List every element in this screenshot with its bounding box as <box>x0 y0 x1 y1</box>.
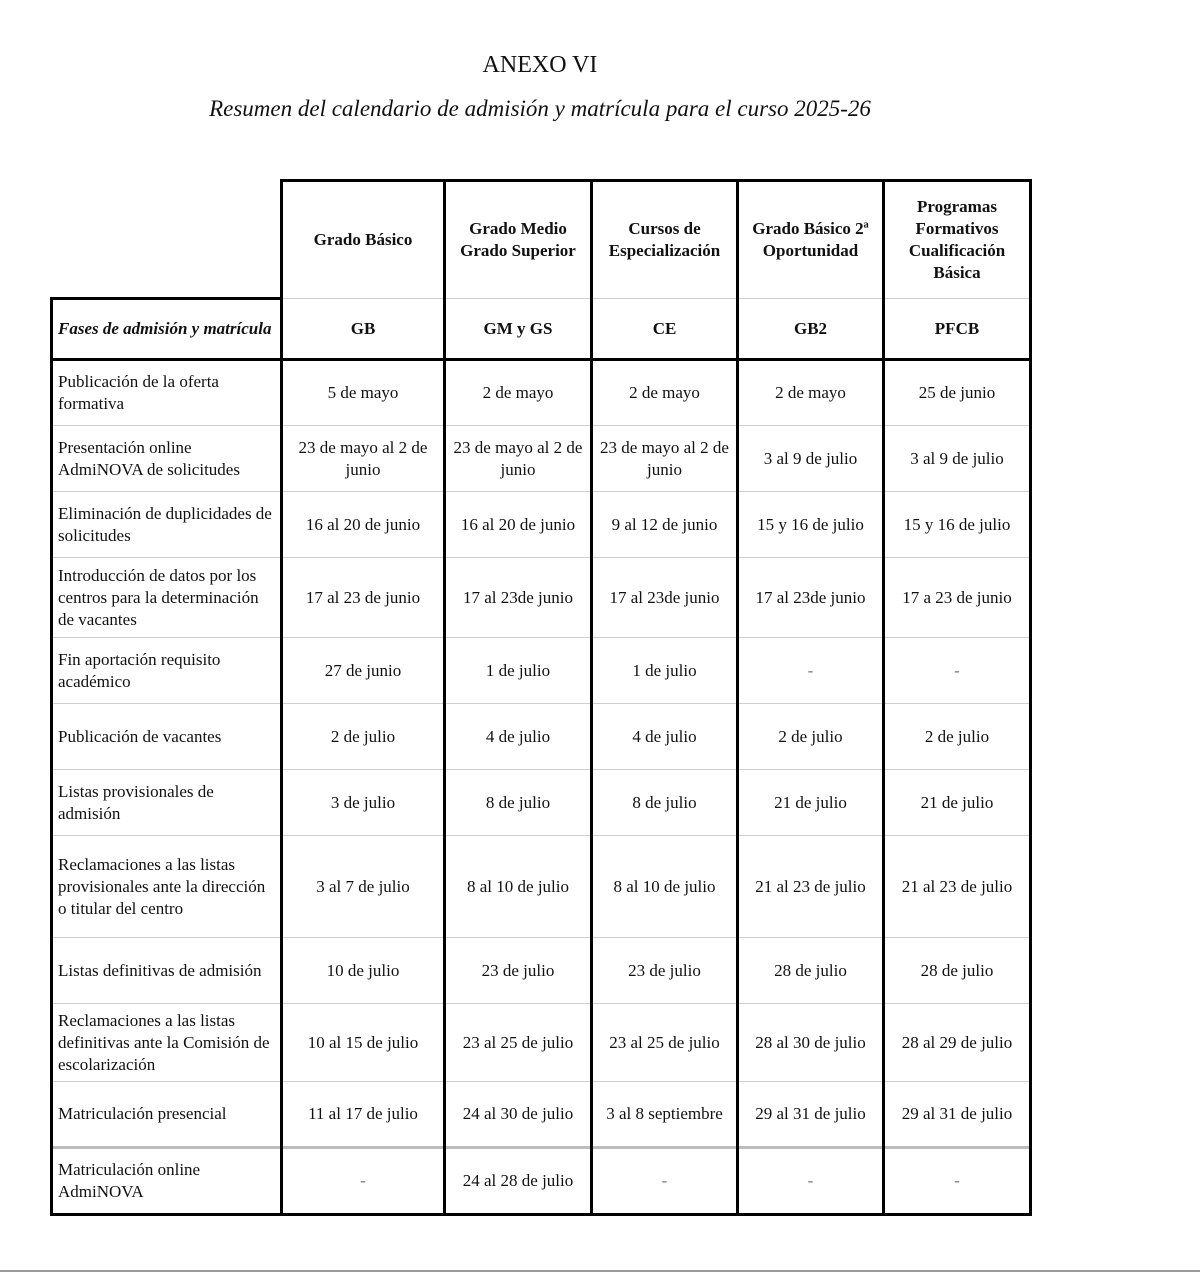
table-row <box>52 704 1031 770</box>
date-cell: - <box>884 1148 1031 1215</box>
date-cell: 1 de julio <box>592 638 738 704</box>
date-cell: 8 al 10 de julio <box>592 836 738 938</box>
date-cell: 23 de julio <box>445 938 592 1004</box>
date-cell: 15 y 16 de julio <box>738 492 884 558</box>
date-cell: 23 de julio <box>592 938 738 1004</box>
corner-cell <box>52 181 282 299</box>
date-cell: 9 al 12 de junio <box>592 492 738 558</box>
date-cell: 17 al 23de junio <box>592 558 738 638</box>
column-header: Programas Formativos Cualificación Básica <box>884 181 1031 299</box>
date-cell: 27 de junio <box>282 638 445 704</box>
page-subtitle: Resumen del calendario de admisión y matrícula para el curso 2025-26 <box>209 96 871 121</box>
table-row <box>52 360 1031 426</box>
date-cell: 8 de julio <box>592 770 738 836</box>
date-cell: 2 de julio <box>884 704 1031 770</box>
date-cell: 4 de julio <box>445 704 592 770</box>
phase-label: Reclamaciones a las listas definitivas ante la Comisión de escolarización <box>52 1004 282 1082</box>
date-cell: 17 a 23 de junio <box>884 558 1031 638</box>
date-cell: 3 de julio <box>282 770 445 836</box>
date-cell: 3 al 9 de julio <box>738 426 884 492</box>
phase-label: Introducción de datos por los centros para la determinación de vacantes <box>52 558 282 638</box>
table-row <box>52 770 1031 836</box>
phase-label: Matriculación online AdmiNOVA <box>52 1148 282 1215</box>
date-cell: 24 al 30 de julio <box>445 1082 592 1148</box>
date-cell: 2 de mayo <box>445 360 592 426</box>
table-row <box>52 638 1031 704</box>
date-cell: 29 al 31 de julio <box>884 1082 1031 1148</box>
column-code: PFCB <box>884 299 1031 360</box>
date-cell: 21 al 23 de julio <box>738 836 884 938</box>
date-cell: 5 de mayo <box>282 360 445 426</box>
date-cell: 17 al 23de junio <box>738 558 884 638</box>
date-cell: - <box>282 1148 445 1215</box>
phase-label: Matriculación presencial <box>52 1082 282 1148</box>
table-row <box>52 836 1031 938</box>
date-cell: 23 al 25 de julio <box>592 1004 738 1082</box>
date-cell: - <box>592 1148 738 1215</box>
date-cell: 3 al 9 de julio <box>884 426 1031 492</box>
page-title: ANEXO VI <box>482 52 598 78</box>
date-cell: 2 de julio <box>738 704 884 770</box>
date-cell: 21 de julio <box>884 770 1031 836</box>
table-row <box>52 426 1031 492</box>
date-cell: 3 al 7 de julio <box>282 836 445 938</box>
date-cell: 24 al 28 de julio <box>445 1148 592 1215</box>
column-header: Grado Básico <box>282 181 445 299</box>
phase-label: Fin aportación requisito académico <box>52 638 282 704</box>
column-code: CE <box>592 299 738 360</box>
date-cell: 21 al 23 de julio <box>884 836 1031 938</box>
date-cell: 16 al 20 de junio <box>282 492 445 558</box>
date-cell: 10 al 15 de julio <box>282 1004 445 1082</box>
date-cell: 2 de mayo <box>592 360 738 426</box>
date-cell: 21 de julio <box>738 770 884 836</box>
date-cell: 23 de mayo al 2 de junio <box>445 426 592 492</box>
date-cell: 3 al 8 septiembre <box>592 1082 738 1148</box>
date-cell: 23 de mayo al 2 de junio <box>592 426 738 492</box>
column-code: GB <box>282 299 445 360</box>
date-cell: 2 de julio <box>282 704 445 770</box>
phase-column-header: Fases de admisión y matrícula <box>52 299 282 360</box>
column-code: GM y GS <box>445 299 592 360</box>
date-cell: 28 al 30 de julio <box>738 1004 884 1082</box>
phase-label: Eliminación de duplicidades de solicitudes <box>52 492 282 558</box>
phase-label: Listas provisionales de admisión <box>52 770 282 836</box>
table-row <box>52 1148 1031 1215</box>
date-cell: 15 y 16 de julio <box>884 492 1031 558</box>
date-cell: 29 al 31 de julio <box>738 1082 884 1148</box>
date-cell: 8 al 10 de julio <box>445 836 592 938</box>
phase-label: Reclamaciones a las listas provisionales ante la dirección o titular del centro <box>52 836 282 938</box>
date-cell: 16 al 20 de junio <box>445 492 592 558</box>
table-row <box>52 1082 1031 1148</box>
table-row <box>52 938 1031 1004</box>
date-cell: - <box>738 1148 884 1215</box>
table-row <box>52 558 1031 638</box>
date-cell: 8 de julio <box>445 770 592 836</box>
calendar-table <box>50 179 1032 1216</box>
table-row <box>52 492 1031 558</box>
date-cell: 23 al 25 de julio <box>445 1004 592 1082</box>
column-name-row <box>52 181 1031 299</box>
date-cell: 23 de mayo al 2 de junio <box>282 426 445 492</box>
column-code-row <box>52 299 1031 360</box>
date-cell: 25 de junio <box>884 360 1031 426</box>
column-header: Grado Medio Grado Superior <box>445 181 592 299</box>
date-cell: 28 al 29 de julio <box>884 1004 1031 1082</box>
date-cell: - <box>884 638 1031 704</box>
date-cell: - <box>738 638 884 704</box>
page-bottom-edge <box>0 1270 1200 1272</box>
column-header: Cursos de Especialización <box>592 181 738 299</box>
date-cell: 2 de mayo <box>738 360 884 426</box>
column-header: Grado Básico 2ª Oportunidad <box>738 181 884 299</box>
date-cell: 28 de julio <box>884 938 1031 1004</box>
date-cell: 10 de julio <box>282 938 445 1004</box>
phase-label: Presentación online AdmiNOVA de solicitudes <box>52 426 282 492</box>
date-cell: 17 al 23 de junio <box>282 558 445 638</box>
date-cell: 28 de julio <box>738 938 884 1004</box>
date-cell: 4 de julio <box>592 704 738 770</box>
column-code: GB2 <box>738 299 884 360</box>
date-cell: 1 de julio <box>445 638 592 704</box>
phase-label: Publicación de la oferta formativa <box>52 360 282 426</box>
date-cell: 17 al 23de junio <box>445 558 592 638</box>
phase-label: Publicación de vacantes <box>52 704 282 770</box>
date-cell: 11 al 17 de julio <box>282 1082 445 1148</box>
phase-label: Listas definitivas de admisión <box>52 938 282 1004</box>
table-row <box>52 1004 1031 1082</box>
